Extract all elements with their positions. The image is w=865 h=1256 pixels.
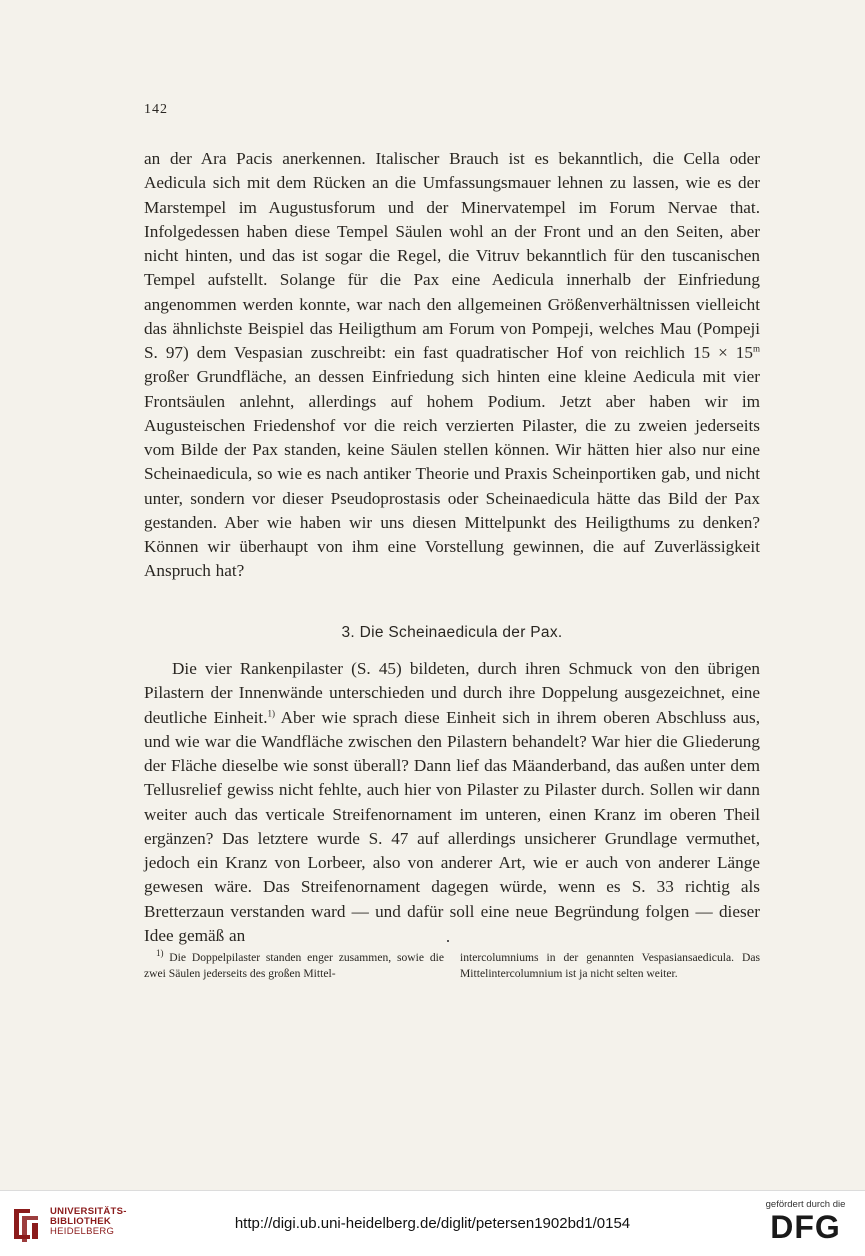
superscript-unit: m (752, 343, 760, 354)
paragraph-text: an der Ara Pacis anerkennen. Italischer Brauch ist es bekanntlich, die Cella oder Aedicula sich mit dem Rücken an die Umfassungsmauer lehnen zu lassen, wie es der Marstempel im Augustusforum und der Minervatempel im Forum Nervae that. Infolgedessen haben diese Tempel Säulen wohl an der Front und an den Seiten, aber nicht hinten, und das ist sogar die Regel, die Vitruv bekanntlich für den tuscanischen Tempel aufstellt. Solange für die Pax eine Aedicula innerhalb der Einfriedung angenommen werden konnte, war nach den allgemeinen Größenverhältnissen vielleicht das ähnlichste Beispiel das Heiligthum am Forum von Pompeji, welches Mau (Pompeji S. 97) dem Vespasian zuschreibt: ein fast quadratischer Hof von reichlich 15 × 15 (144, 149, 760, 362)
paragraph-text-continued: großer Grundfläche, an dessen Einfriedung sich hinten eine kleine Aedicula mit vier Frontsäulen anlehnt, allerdings auf hohem Podium. Jetzt aber haben wir im Augusteischen Friedenshof vor die reich verzierten Pilaster, die zu zweien jederseits vom Bilde der Pax standen, keine Säulen stellen können. Wir hätten hier also nur eine Scheinaedicula, so wie es nach antiker Theorie und Praxis Scheinportiken gab, und nicht unter, sondern vor dieser Pseudoprostasis oder Scheinaedicula hätte das Bild der Pax gestanden. Aber wie haben wir uns diesen Mittelpunkt des Heiligthums zu denken? Können wir überhaupt von ihm eine Vorstellung gewinnen, die auf Zuverlässigkeit Anspruch hat? (144, 367, 760, 581)
viewer-footer (0, 1190, 865, 1256)
uni-name-line-3: HEIDELBERG (50, 1226, 115, 1237)
digital-object-url[interactable]: http://digi.ub.uni-heidelberg.de/diglit/petersen1902bd1/0154 (234, 1215, 631, 1232)
section-heading: 3. Die Scheinaedicula der Pax. (341, 624, 563, 641)
paragraph-text: Die vier Rankenpilaster (S. 45) bildeten, durch ihren Schmuck von den übrigen Pilastern der Innenwände unterschieden und durch ihre Doppelung ausgezeichnet, eine deutliche Einheit. (144, 659, 760, 727)
page-number: 142 (144, 102, 168, 117)
footnote-divider (447, 940, 449, 942)
uni-name-line-2: BIBLIOTHEK (50, 1216, 112, 1227)
footnote-column-left (144, 950, 444, 981)
footnotes (144, 950, 760, 981)
footnote-text: Die Doppelpilaster standen enger zusammen, sowie die zwei Säulen jederseits des großen Mittel- (144, 951, 444, 980)
footnote-marker: 1) (156, 948, 164, 959)
footnote-reference[interactable]: 1) (267, 707, 275, 718)
funded-by-label: gefördert durch die (765, 1199, 846, 1210)
paragraph-text-continued: Aber wie sprach diese Einheit sich in ihrem oberen Abschluss aus, und wie war die Wandfläche zwischen den Pilastern behandelt? War hier die Gliederung der Fläche dieselbe wie sonst überall? Dann lief das Mäanderband, das außen unter dem Tellusrelief gewiss nicht fehlte, auch hier von Pilaster zu Pilaster durch. Sollen wir dann weiter auch das verticale Streifenornament im unteren, einen Kranz im oberen Theil ergänzen? Das letztere wurde S. 47 auf allerdings unsicherer Grundlage vermuthet, jedoch ein Kranz von Lorbeer, also von anderer Art, wie er auch von anderer Länge gewesen wäre. Das Streifenornament dagegen würde, wenn es S. 33 richtig als Bretterzaun verstanden ward — und dafür soll eine neue Begründung folgen — dieser Idee gemäß an (144, 707, 760, 945)
body-paragraph-2 (144, 657, 760, 948)
dfg-logo: DFG (770, 1209, 841, 1245)
dfg-funding-badge[interactable] (758, 1199, 853, 1244)
footnote-text-continued: intercolumniums in der genannten Vespasiansaedicula. Das Mittelintercolumnium ist ja nicht selten weiter. (460, 951, 760, 980)
body-paragraph-1 (144, 147, 760, 584)
uni-name-line-1: UNIVERSITÄTS- (50, 1206, 127, 1217)
footnote-column-right (460, 950, 760, 981)
